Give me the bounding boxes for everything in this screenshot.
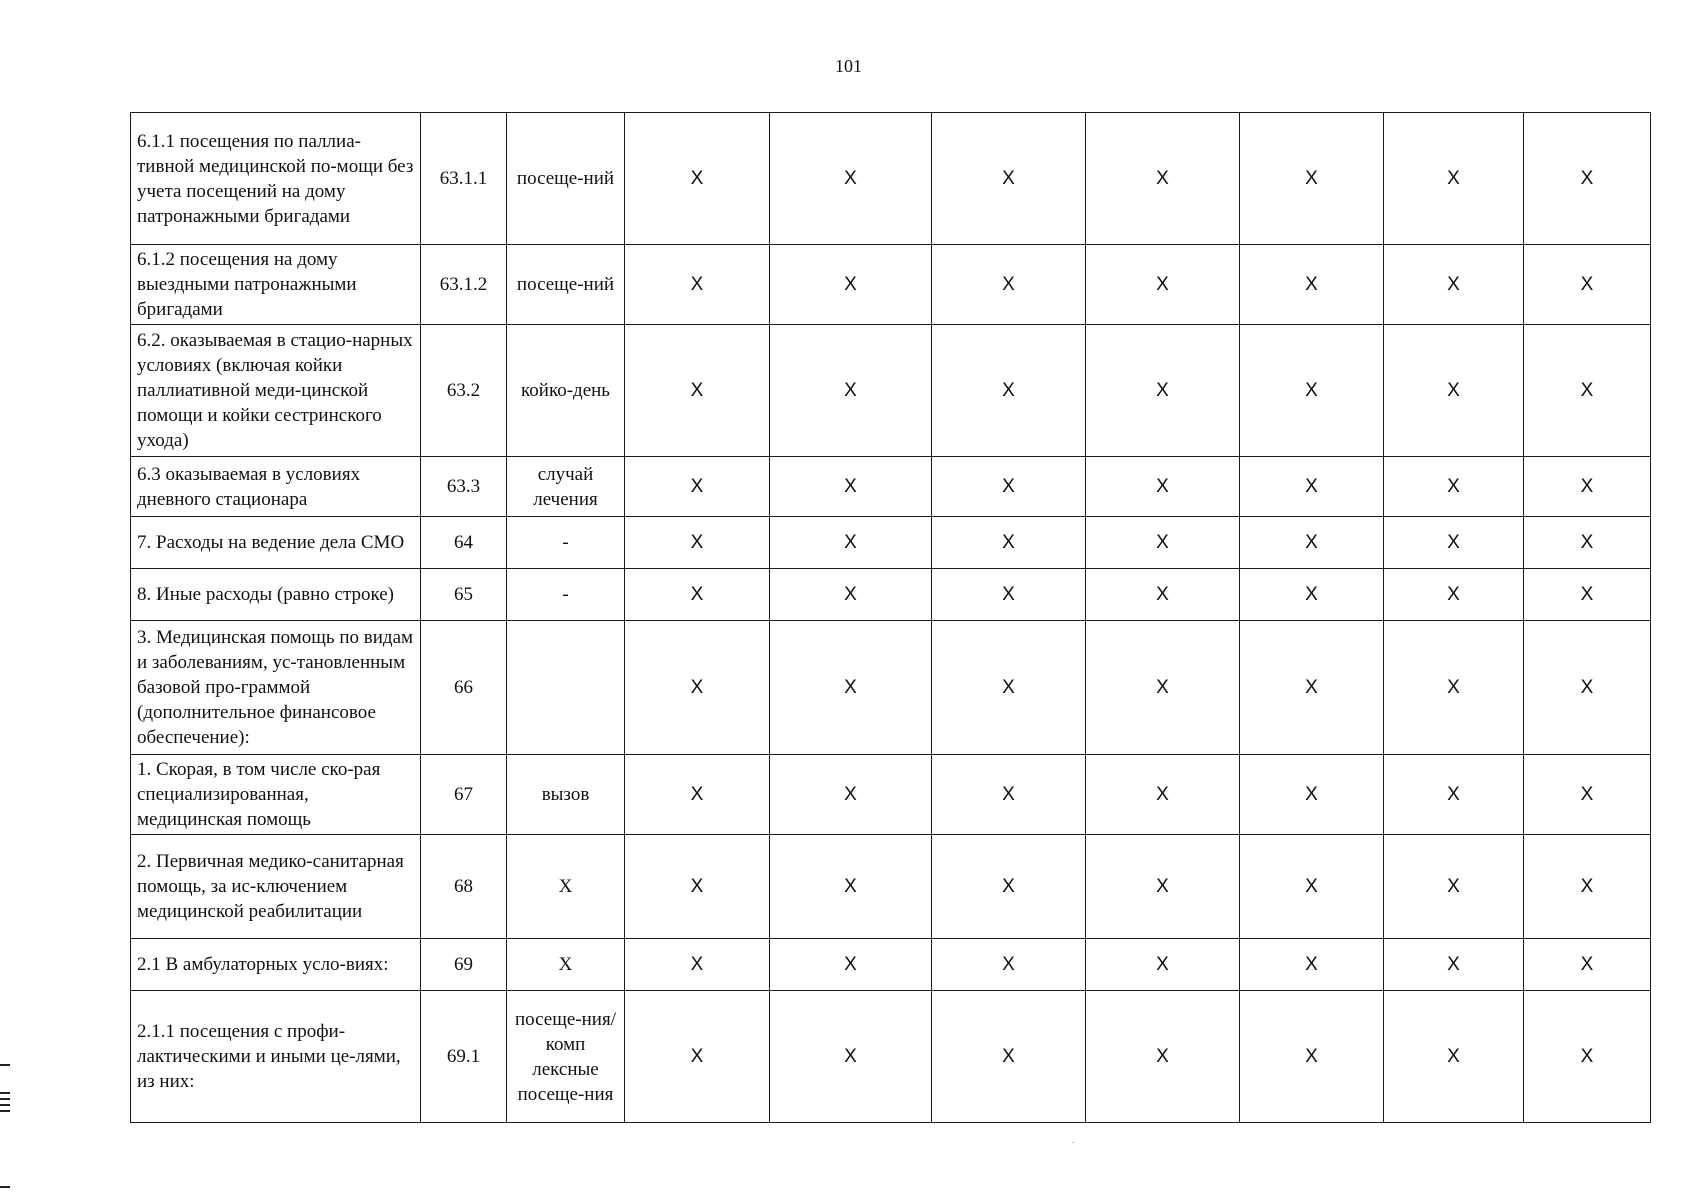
value-cell: X xyxy=(1086,457,1240,517)
value-cell: X xyxy=(625,621,770,755)
row-code-cell: 69 xyxy=(421,939,507,991)
value-cell: X xyxy=(1524,755,1651,835)
value-cell: X xyxy=(932,245,1086,325)
value-cell: X xyxy=(1086,113,1240,245)
value-cell: X xyxy=(932,835,1086,939)
row-code-cell: 65 xyxy=(421,569,507,621)
value-cell: X xyxy=(770,939,932,991)
value-cell: X xyxy=(1384,245,1524,325)
value-cell: X xyxy=(932,939,1086,991)
row-code-cell: 68 xyxy=(421,835,507,939)
margin-scan-mark xyxy=(0,1098,10,1100)
table-row xyxy=(131,325,1651,457)
value-cell: X xyxy=(1384,517,1524,569)
table-row xyxy=(131,457,1651,517)
value-cell: X xyxy=(1524,939,1651,991)
value-cell: X xyxy=(625,325,770,457)
value-cell: X xyxy=(1384,755,1524,835)
value-cell: X xyxy=(1240,457,1384,517)
row-code-cell: 69.1 xyxy=(421,991,507,1123)
value-cell: X xyxy=(932,325,1086,457)
row-code-cell: 63.2 xyxy=(421,325,507,457)
row-name-cell: 6.2. оказываемая в стацио-нарных условиях (включая койки паллиативной меди-цинской помощи и койки сестринского ухода) xyxy=(131,325,421,457)
scan-speck xyxy=(1072,1142,1074,1143)
row-name-cell: 3. Медицинская помощь по видам и заболеваниям, ус-тановленным базовой про-граммой (дополнительное финансовое обеспечение): xyxy=(131,621,421,755)
row-name-cell: 8. Иные расходы (равно строке) xyxy=(131,569,421,621)
value-cell: X xyxy=(1240,245,1384,325)
row-unit-cell: X xyxy=(507,939,625,991)
value-cell: X xyxy=(1384,457,1524,517)
value-cell: X xyxy=(932,113,1086,245)
table-row xyxy=(131,755,1651,835)
value-cell: X xyxy=(932,569,1086,621)
value-cell: X xyxy=(1524,517,1651,569)
value-cell: X xyxy=(770,835,932,939)
value-cell: X xyxy=(1086,245,1240,325)
value-cell: X xyxy=(1384,621,1524,755)
value-cell: X xyxy=(625,517,770,569)
value-cell: X xyxy=(1086,621,1240,755)
value-cell: X xyxy=(770,457,932,517)
value-cell: X xyxy=(1086,835,1240,939)
margin-scan-mark xyxy=(0,1104,10,1106)
value-cell: X xyxy=(770,755,932,835)
row-unit-cell: койко-день xyxy=(507,325,625,457)
table-row xyxy=(131,835,1651,939)
value-cell: X xyxy=(1524,245,1651,325)
table-row xyxy=(131,517,1651,569)
value-cell: X xyxy=(770,325,932,457)
row-unit-cell: случай лечения xyxy=(507,457,625,517)
value-cell: X xyxy=(1240,517,1384,569)
value-cell: X xyxy=(1384,991,1524,1123)
value-cell: X xyxy=(770,517,932,569)
value-cell: X xyxy=(1384,569,1524,621)
value-cell: X xyxy=(1524,325,1651,457)
value-cell: X xyxy=(1240,755,1384,835)
value-cell: X xyxy=(1086,325,1240,457)
row-name-cell: 2. Первичная медико-санитарная помощь, за ис-ключением медицинской реабилитации xyxy=(131,835,421,939)
value-cell: X xyxy=(770,245,932,325)
value-cell: X xyxy=(932,991,1086,1123)
row-unit-cell: - xyxy=(507,517,625,569)
value-cell: X xyxy=(770,569,932,621)
row-unit-cell: X xyxy=(507,835,625,939)
value-cell: X xyxy=(770,113,932,245)
value-cell: X xyxy=(932,517,1086,569)
value-cell: X xyxy=(625,245,770,325)
value-cell: X xyxy=(625,991,770,1123)
row-unit-cell: посеще-ний xyxy=(507,245,625,325)
value-cell: X xyxy=(932,755,1086,835)
value-cell: X xyxy=(1086,991,1240,1123)
value-cell: X xyxy=(1384,325,1524,457)
row-name-cell: 6.3 оказываемая в условиях дневного стационара xyxy=(131,457,421,517)
value-cell: X xyxy=(1524,113,1651,245)
row-code-cell: 63.3 xyxy=(421,457,507,517)
value-cell: X xyxy=(932,457,1086,517)
table-row xyxy=(131,113,1651,245)
row-unit-cell: посеще-ния/комп лексные посеще-ния xyxy=(507,991,625,1123)
value-cell: X xyxy=(1524,457,1651,517)
row-name-cell: 7. Расходы на ведение дела СМО xyxy=(131,517,421,569)
value-cell: X xyxy=(1086,569,1240,621)
value-cell: X xyxy=(770,991,932,1123)
value-cell: X xyxy=(1384,835,1524,939)
value-cell: X xyxy=(1240,569,1384,621)
value-cell: X xyxy=(1524,621,1651,755)
row-unit-cell xyxy=(507,621,625,755)
value-cell: X xyxy=(625,939,770,991)
table-row xyxy=(131,569,1651,621)
value-cell: X xyxy=(1086,939,1240,991)
table-row xyxy=(131,991,1651,1123)
margin-scan-mark xyxy=(0,1064,10,1066)
margin-scan-mark xyxy=(0,1092,10,1094)
value-cell: X xyxy=(1240,325,1384,457)
value-cell: X xyxy=(1240,621,1384,755)
row-name-cell: 2.1 В амбулаторных усло-виях: xyxy=(131,939,421,991)
row-unit-cell: посеще-ний xyxy=(507,113,625,245)
value-cell: X xyxy=(1240,113,1384,245)
value-cell: X xyxy=(625,755,770,835)
row-name-cell: 6.1.1 посещения по паллиа-тивной медицинской по-мощи без учета посещений на дому патронажными бригадами xyxy=(131,113,421,245)
value-cell: X xyxy=(1384,939,1524,991)
table-row xyxy=(131,245,1651,325)
row-code-cell: 64 xyxy=(421,517,507,569)
value-cell: X xyxy=(625,457,770,517)
value-cell: X xyxy=(625,569,770,621)
value-cell: X xyxy=(770,621,932,755)
row-code-cell: 63.1.2 xyxy=(421,245,507,325)
value-cell: X xyxy=(625,835,770,939)
row-code-cell: 63.1.1 xyxy=(421,113,507,245)
value-cell: X xyxy=(1086,755,1240,835)
table-row xyxy=(131,621,1651,755)
margin-scan-mark xyxy=(0,1110,10,1112)
row-name-cell: 6.1.2 посещения на дому выездными патронажными бригадами xyxy=(131,245,421,325)
value-cell: X xyxy=(1086,517,1240,569)
value-cell: X xyxy=(1240,939,1384,991)
value-cell: X xyxy=(625,113,770,245)
row-name-cell: 1. Скорая, в том числе ско-рая специализированная, медицинская помощь xyxy=(131,755,421,835)
data-table xyxy=(130,112,1651,1123)
row-code-cell: 67 xyxy=(421,755,507,835)
margin-scan-mark xyxy=(0,1186,10,1188)
value-cell: X xyxy=(1524,835,1651,939)
value-cell: X xyxy=(932,621,1086,755)
row-unit-cell: вызов xyxy=(507,755,625,835)
value-cell: X xyxy=(1240,835,1384,939)
value-cell: X xyxy=(1240,991,1384,1123)
row-unit-cell: - xyxy=(507,569,625,621)
value-cell: X xyxy=(1524,991,1651,1123)
value-cell: X xyxy=(1384,113,1524,245)
row-name-cell: 2.1.1 посещения с профи-лактическими и иными це-лями, из них: xyxy=(131,991,421,1123)
value-cell: X xyxy=(1524,569,1651,621)
table-row xyxy=(131,939,1651,991)
row-code-cell: 66 xyxy=(421,621,507,755)
page-number: 101 xyxy=(835,56,862,76)
